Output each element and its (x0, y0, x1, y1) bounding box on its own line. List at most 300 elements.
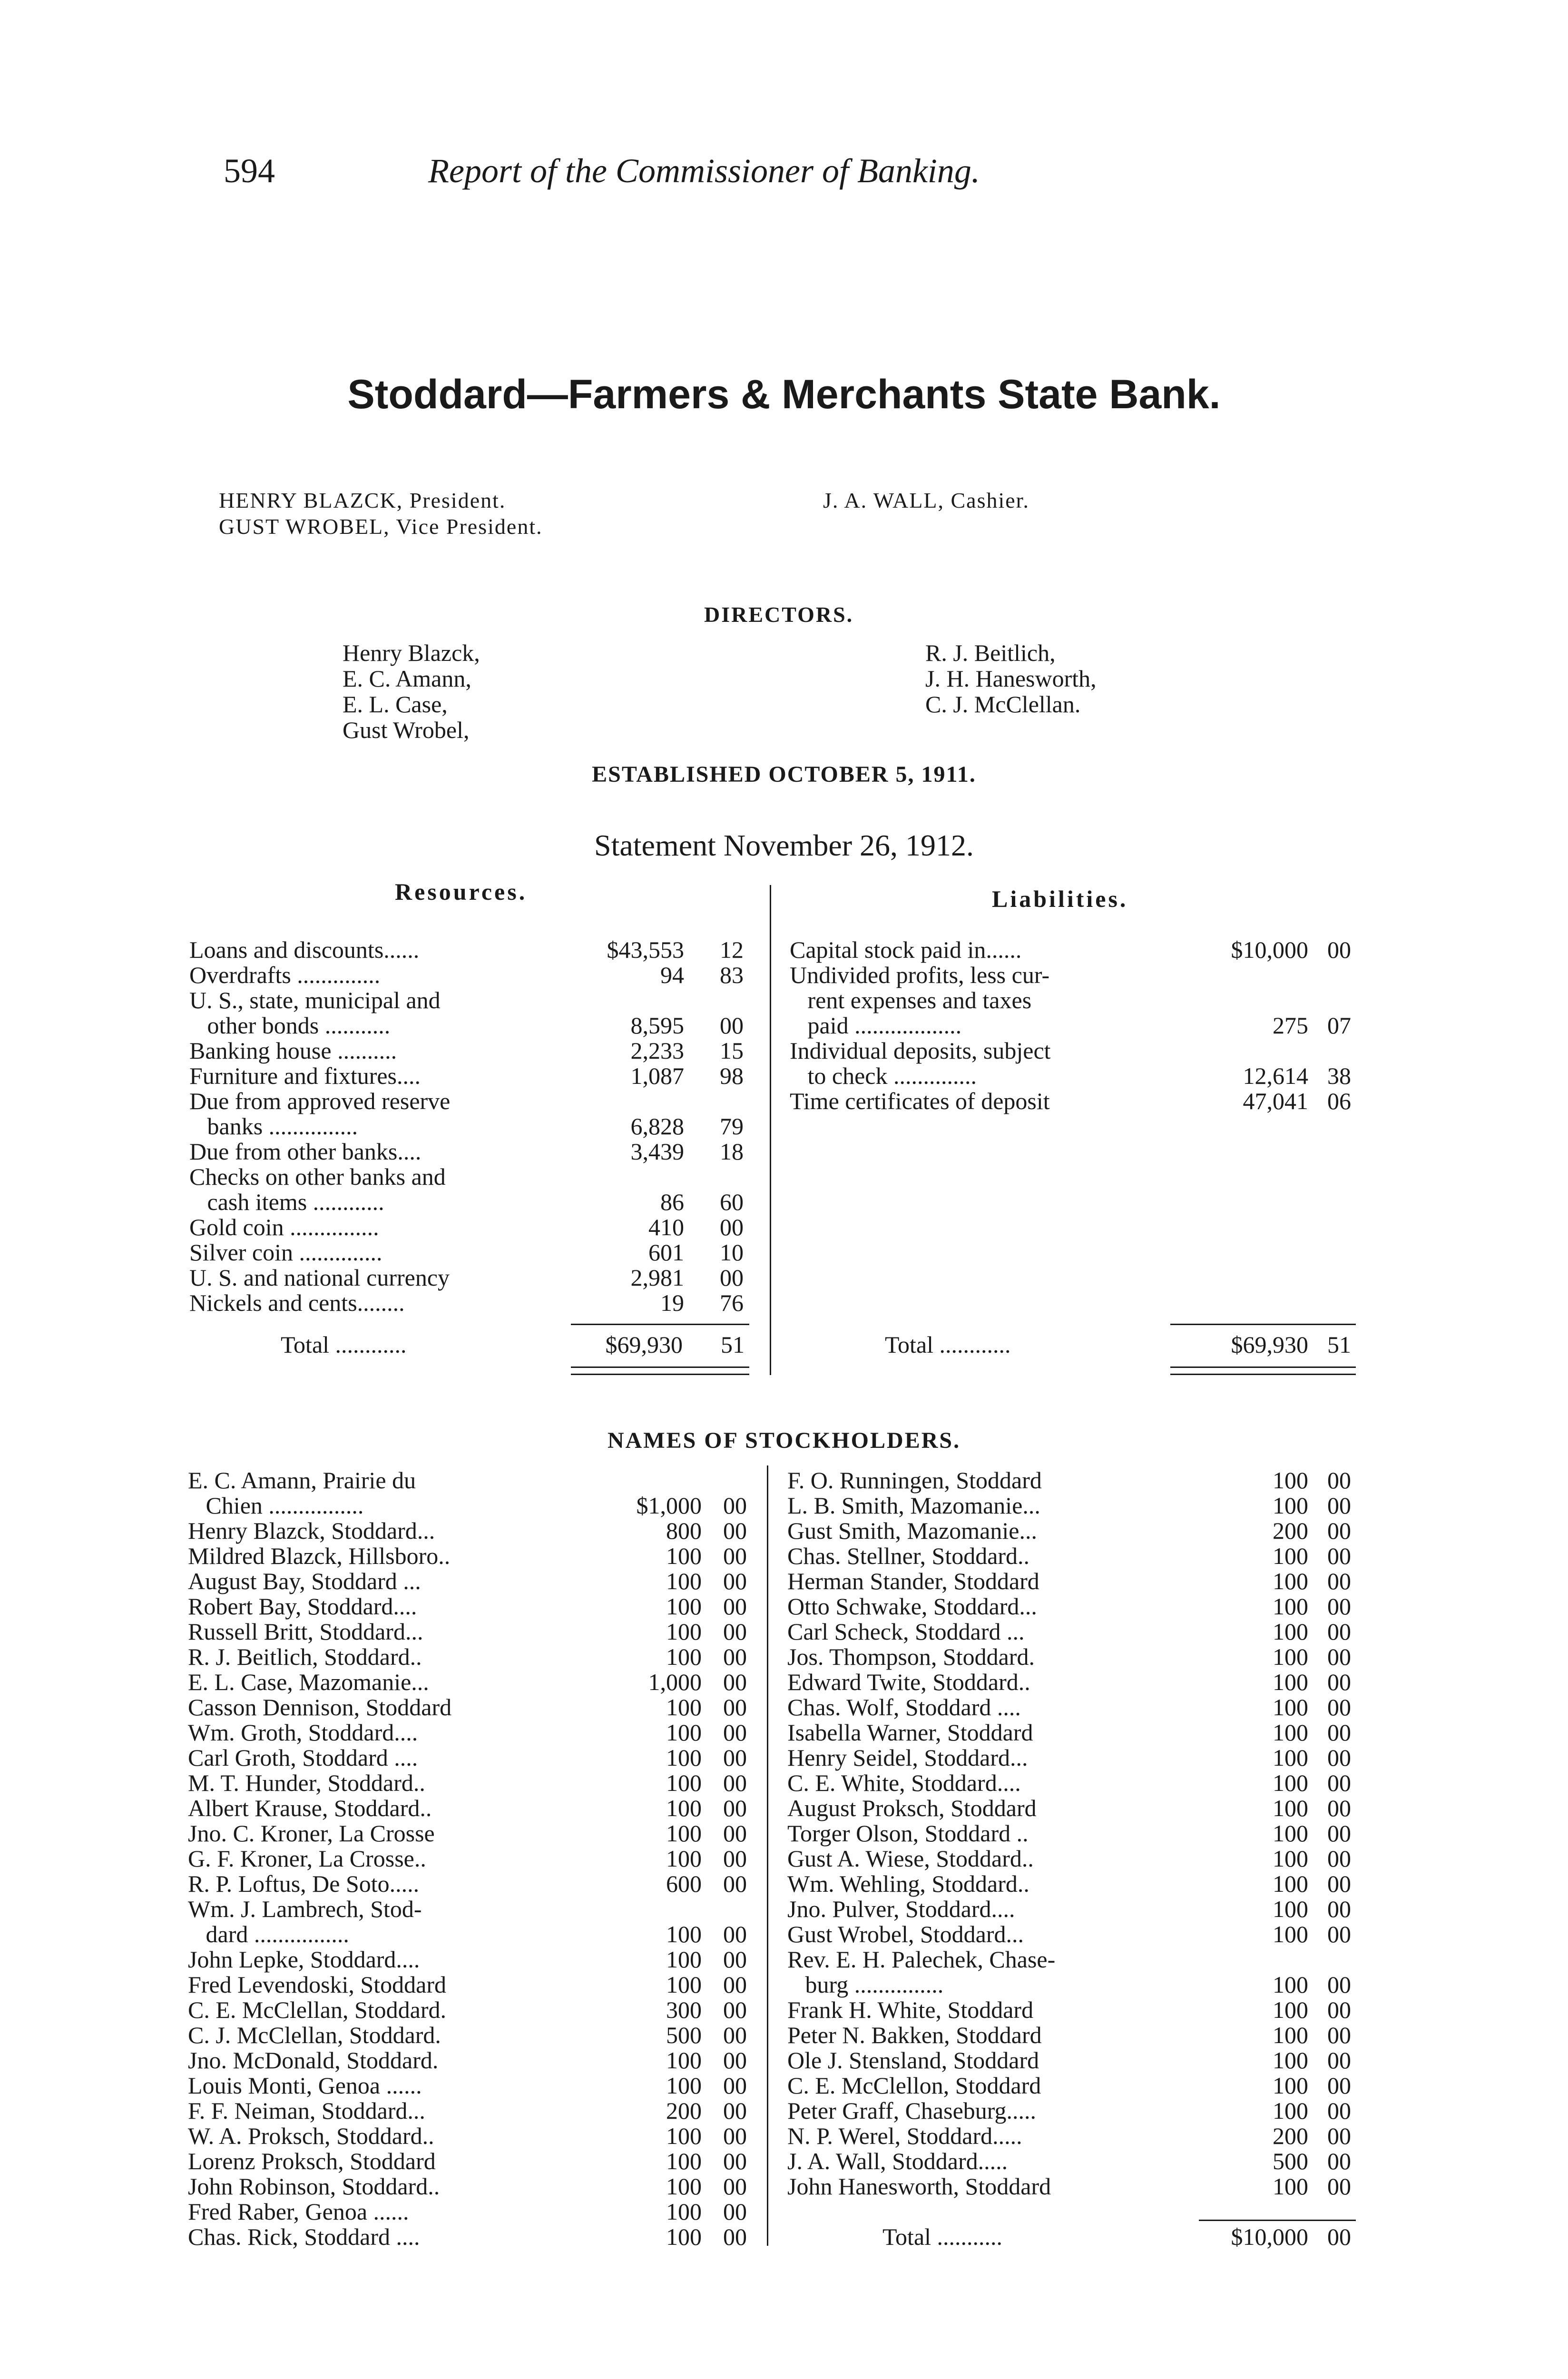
stockholder-row (787, 1821, 1372, 1846)
stockholder-row-dollars: 100 (666, 1568, 702, 1594)
stockholder-row (787, 1770, 1372, 1796)
stockholder-row-label: John Lepke, Stoddard.... (188, 1946, 420, 1973)
stockholder-row-dollars: 100 (1273, 1870, 1308, 1897)
stockholder-row-label: Casson Dennison, Stoddard (188, 1694, 452, 1720)
resources-row-cents: 18 (720, 1138, 744, 1165)
resources-row (189, 1215, 760, 1240)
resources-total-label: Total ............ (281, 1331, 407, 1358)
stockholder-row-label: Jno. McDonald, Stoddard. (188, 2047, 439, 2074)
stockholder-row (787, 1745, 1372, 1770)
stockholder-row (787, 2073, 1372, 2098)
resources-row (189, 988, 760, 1013)
established-date: ESTABLISHED OCTOBER 5, 1911. (592, 762, 976, 787)
stockholder-row (787, 1695, 1372, 1720)
stockholder-row-cents: 00 (1327, 1669, 1351, 1695)
resources-row-label: Overdrafts .............. (189, 962, 381, 988)
stockholder-row-cents: 00 (1327, 1921, 1351, 1947)
stockholder-row-label: Russell Britt, Stoddard... (188, 1618, 423, 1645)
resources-row-dollars: 601 (648, 1239, 684, 1266)
resources-row (189, 1063, 760, 1089)
stockholder-row-dollars: 100 (666, 1921, 702, 1947)
stockholder-row-label: Robert Bay, Stoddard.... (188, 1593, 417, 1620)
stockholder-row-cents: 00 (723, 1643, 747, 1670)
stockholder-row-label: J. A. Wall, Stoddard..... (787, 2148, 1008, 2174)
liabilities-row-label: Capital stock paid in...... (790, 936, 1022, 963)
stockholder-row-label: Jos. Thompson, Stoddard. (787, 1643, 1035, 1670)
stockholder-row (188, 1518, 764, 1543)
stockholder-row-dollars: 100 (1273, 1618, 1308, 1645)
liabilities-row (790, 1038, 1370, 1063)
resources-row-label: Nickels and cents........ (189, 1289, 405, 1316)
stockholder-row (188, 1997, 764, 2023)
officer-vice-president: GUST WROBEL, Vice President. (219, 514, 543, 539)
stockholder-row (188, 1796, 764, 1821)
stockholder-row-label: Carl Groth, Stoddard .... (188, 1744, 418, 1771)
stockholder-row-cents: 00 (1327, 1820, 1351, 1847)
stockholder-row-cents: 00 (723, 2097, 747, 2124)
liabilities-row (790, 1013, 1370, 1038)
stockholder-row-dollars: 200 (1273, 1517, 1308, 1544)
resources-row-dollars: 19 (660, 1289, 684, 1316)
resources-row-cents: 12 (720, 936, 744, 963)
stockholder-row-label: Fred Levendoski, Stoddard (188, 1971, 446, 1998)
stockholder-row (787, 2149, 1372, 2174)
resources-row-dollars: 3,439 (630, 1138, 684, 1165)
stockholder-row (188, 1594, 764, 1619)
stockholder-row-cents: 00 (723, 1744, 747, 1771)
stockholder-row-dollars: 100 (1273, 1593, 1308, 1620)
stockholder-row-cents: 00 (723, 1568, 747, 1594)
director-name: C. J. McClellan. (925, 691, 1081, 718)
stockholder-row-label: E. C. Amann, Prairie du (188, 1467, 416, 1494)
stockholder-row-dollars: 500 (666, 2022, 702, 2048)
resources-row-cents: 76 (720, 1289, 744, 1316)
stockholder-row-dollars: $1,000 (636, 1492, 702, 1519)
stockholder-row-label: Lorenz Proksch, Stoddard (188, 2148, 436, 2174)
stockholder-row-dollars: 100 (666, 1593, 702, 1620)
directors-right-list (925, 640, 1097, 717)
stockholder-row-dollars: 100 (1273, 1820, 1308, 1847)
statement-title: Statement November 26, 1912. (594, 828, 974, 862)
stockholders-heading: NAMES OF STOCKHOLDERS. (607, 1428, 961, 1453)
stockholder-row-cents: 00 (1327, 1896, 1351, 1922)
stockholder-row-dollars: 100 (1273, 1467, 1308, 1494)
resources-heading: Resources. (395, 878, 528, 905)
stockholder-row-label: M. T. Hunder, Stoddard.. (188, 1770, 425, 1796)
stockholder-row-label: John Robinson, Stoddard.. (188, 2173, 440, 2200)
resources-row-cents: 00 (720, 1264, 744, 1291)
resources-row (189, 1265, 760, 1290)
stockholder-row-label: Rev. E. H. Palechek, Chase- (787, 1946, 1056, 1973)
stockholder-row-label: dard ................ (188, 1921, 349, 1947)
stockholder-row-label: Ole J. Stensland, Stoddard (787, 2047, 1039, 2074)
stockholder-row-cents: 00 (723, 1669, 747, 1695)
stockholder-row-dollars: 600 (666, 1870, 702, 1897)
resources-row-label: Gold coin ............... (189, 1214, 379, 1240)
stockholder-row-cents: 00 (723, 1870, 747, 1897)
stockholder-row-label: F. O. Runningen, Stoddard (787, 1467, 1042, 1494)
liabilities-row-label: Individual deposits, subject (790, 1037, 1051, 1064)
stockholder-row-label: Frank H. White, Stoddard (787, 1996, 1034, 2023)
stockholder-row-label: Wm. Wehling, Stoddard.. (787, 1870, 1029, 1897)
stockholder-row-dollars: 100 (666, 2072, 702, 2099)
stockholder-row-label: Henry Seidel, Stoddard... (787, 1744, 1028, 1771)
stockholder-row-dollars: 100 (666, 2148, 702, 2174)
stockholder-row-cents: 00 (723, 1543, 747, 1569)
stockholder-row-dollars: 100 (1273, 1543, 1308, 1569)
liabilities-row (790, 963, 1370, 988)
liabilities-row-cents: 38 (1327, 1062, 1351, 1089)
stockholder-row-dollars: 100 (666, 1795, 702, 1821)
resources-row (189, 963, 760, 988)
stockholder-row-label: Chas. Wolf, Stoddard .... (787, 1694, 1021, 1720)
stockholder-row (188, 1493, 764, 1518)
stockholder-row-cents: 00 (1327, 1618, 1351, 1645)
stockholder-row-dollars: 100 (666, 1694, 702, 1720)
stockholder-row-label: Jno. C. Kroner, La Crosse (188, 1820, 435, 1847)
liabilities-row-dollars: 47,041 (1243, 1088, 1308, 1114)
stockholder-row-cents: 00 (1327, 1568, 1351, 1594)
stockholder-row-dollars: 100 (1273, 1921, 1308, 1947)
resources-row-cents: 00 (720, 1012, 744, 1039)
liabilities-row-dollars: $10,000 (1231, 936, 1308, 963)
stockholder-row-dollars: 100 (1273, 2097, 1308, 2124)
stockholder-row (787, 1947, 1372, 1972)
stockholder-row-dollars: 100 (1273, 1770, 1308, 1796)
resources-row-label: Banking house .......... (189, 1037, 397, 1064)
resources-row-dollars: 410 (648, 1214, 684, 1240)
resources-row (189, 1139, 760, 1164)
stockholder-row-dollars: 100 (666, 1845, 702, 1872)
liabilities-double-rule (1170, 1366, 1356, 1375)
stockholder-row (188, 2224, 764, 2250)
stockholder-row (188, 1644, 764, 1670)
stockholder-row-label: Mildred Blazck, Hillsboro.. (188, 1543, 451, 1569)
stockholder-row-cents: 00 (1327, 1770, 1351, 1796)
stockholder-row-dollars: 100 (1273, 1694, 1308, 1720)
stockholder-row-cents: 00 (723, 2072, 747, 2099)
resources-row-cents: 10 (720, 1239, 744, 1266)
stockholder-row-cents: 00 (723, 1795, 747, 1821)
stockholder-row-cents: 00 (1327, 1593, 1351, 1620)
stockholder-row-cents: 00 (1327, 1744, 1351, 1771)
stockholder-row-label: C. E. McClellon, Stoddard (787, 2072, 1041, 2099)
stockholder-row-label: L. B. Smith, Mazomanie... (787, 1492, 1040, 1519)
stockholder-row-cents: 00 (1327, 2173, 1351, 2200)
stockholder-row-dollars: 100 (666, 1971, 702, 1998)
resources-row (189, 1089, 760, 1114)
stockholder-row (787, 2098, 1372, 2123)
stockholder-row-label: John Hanesworth, Stoddard (787, 2173, 1051, 2200)
liabilities-row-dollars: 275 (1273, 1012, 1308, 1039)
stockholder-row-label: Isabella Warner, Stoddard (787, 1719, 1033, 1746)
stockholder-row (188, 2073, 764, 2098)
stockholder-row-cents: 00 (1327, 1845, 1351, 1872)
stockholder-row-cents: 00 (723, 1492, 747, 1519)
resources-row-dollars: 6,828 (630, 1113, 684, 1140)
stockholder-row-dollars: 100 (666, 1719, 702, 1746)
stockholder-row-label: R. P. Loftus, De Soto..... (188, 1870, 420, 1897)
stockholder-row-dollars: 100 (1273, 1996, 1308, 2023)
resources-row-cents: 00 (720, 1214, 744, 1240)
resources-row (189, 1038, 760, 1063)
director-name: R. J. Beitlich, (925, 639, 1056, 666)
stockholder-row (188, 1922, 764, 1947)
stockholder-row-label: Edward Twite, Stoddard.. (787, 1669, 1030, 1695)
resources-total-rule (571, 1324, 749, 1325)
stockholder-row-label: Gust A. Wiese, Stoddard.. (787, 1845, 1034, 1872)
stockholders-total-dollars: $10,000 (1231, 2223, 1308, 2250)
liabilities-row-label: Undivided profits, less cur- (790, 962, 1050, 988)
resources-row-cents: 83 (720, 962, 744, 988)
stockholder-row-label: E. L. Case, Mazomanie... (188, 1669, 429, 1695)
stockholder-row-dollars: 1,000 (648, 1669, 702, 1695)
stockholder-row (188, 1947, 764, 1972)
stockholder-row-dollars: 100 (666, 1618, 702, 1645)
director-name: Henry Blazck, (343, 639, 480, 666)
stockholder-row-cents: 00 (723, 2047, 747, 2074)
stockholder-row-label: Jno. Pulver, Stoddard.... (787, 1896, 1015, 1922)
liabilities-total-cents: 51 (1327, 1331, 1351, 1358)
stockholder-row-cents: 00 (723, 1996, 747, 2023)
stockholder-row-cents: 00 (723, 1845, 747, 1872)
resources-row-label: banks ............... (189, 1113, 358, 1140)
director-name: E. L. Case, (343, 691, 448, 718)
stockholder-row-label: burg ............... (787, 1971, 944, 1998)
stockholder-row (787, 1493, 1372, 1518)
liabilities-row-cents: 06 (1327, 1088, 1351, 1114)
resources-row (189, 937, 760, 963)
stockholder-row-dollars: 100 (666, 1744, 702, 1771)
liabilities-row (790, 937, 1370, 963)
stockholder-row-dollars: 100 (1273, 1643, 1308, 1670)
stockholder-row-cents: 00 (1327, 1467, 1351, 1494)
stockholder-row-label: R. J. Beitlich, Stoddard.. (188, 1643, 422, 1670)
stockholder-row (188, 1670, 764, 1695)
liabilities-total-dollars: $69,930 (1231, 1331, 1308, 1358)
stockholder-row (787, 1619, 1372, 1644)
stockholder-row-cents: 00 (723, 1618, 747, 1645)
stockholder-row-label: Albert Krause, Stoddard.. (188, 1795, 432, 1821)
stockholder-row-dollars: 200 (1273, 2123, 1308, 2149)
stockholder-row-dollars: 500 (1273, 2148, 1308, 2174)
stockholder-row (188, 1821, 764, 1846)
stockholder-row-cents: 00 (723, 1820, 747, 1847)
stockholders-column-divider (767, 1465, 768, 2246)
stockholder-row-label: Wm. J. Lambrech, Stod- (188, 1896, 422, 1922)
resources-row (189, 1013, 760, 1038)
officer-cashier: J. A. WALL, Cashier. (823, 488, 1029, 512)
stockholder-row-label: W. A. Proksch, Stoddard.. (188, 2123, 434, 2149)
stockholder-row (188, 1770, 764, 1796)
stockholder-row-cents: 00 (1327, 1543, 1351, 1569)
resources-row-dollars: 2,981 (630, 1264, 684, 1291)
stockholder-row (787, 2048, 1372, 2073)
directors-heading: DIRECTORS. (704, 602, 854, 627)
stockholder-row-cents: 00 (1327, 1795, 1351, 1821)
stockholder-row-cents: 00 (723, 2223, 747, 2250)
resources-table (189, 937, 760, 1316)
resources-double-rule (571, 1366, 749, 1375)
stockholder-row (787, 1922, 1372, 1947)
stockholder-row-cents: 00 (723, 2022, 747, 2048)
stockholder-row-cents: 00 (723, 1593, 747, 1620)
stockholder-row-label: C. E. McClellan, Stoddard. (188, 1996, 446, 2023)
director-name: J. H. Hanesworth, (925, 665, 1097, 692)
stockholder-row-cents: 00 (723, 1770, 747, 1796)
stockholder-row-cents: 00 (723, 2148, 747, 2174)
stockholder-row-cents: 00 (1327, 2047, 1351, 2074)
stockholder-row-label: Chas. Rick, Stoddard .... (188, 2223, 420, 2250)
stockholder-row-cents: 00 (1327, 1996, 1351, 2023)
stockholder-row-dollars: 100 (666, 1770, 702, 1796)
officer-president: HENRY BLAZCK, President. (219, 488, 506, 512)
liabilities-row-label: to check .............. (790, 1062, 977, 1089)
resources-row-dollars: 8,595 (630, 1012, 684, 1039)
stockholder-row-label: G. F. Kroner, La Crosse.. (188, 1845, 426, 1872)
stockholder-row (787, 1569, 1372, 1594)
stockholder-row (188, 1897, 764, 1922)
stockholder-row (787, 1796, 1372, 1821)
stockholder-row (787, 2123, 1372, 2149)
stockholder-row-label: Fred Raber, Genoa ...... (188, 2198, 409, 2225)
stockholder-row-cents: 00 (1327, 2072, 1351, 2099)
stockholder-row-label: Peter N. Bakken, Stoddard (787, 2022, 1042, 2048)
stockholder-row-cents: 00 (723, 1719, 747, 1746)
resources-row-label: Due from other banks.... (189, 1138, 421, 1165)
stockholder-row (787, 1846, 1372, 1871)
stockholder-row-dollars: 100 (1273, 1845, 1308, 1872)
stockholder-row-dollars: 100 (1273, 1719, 1308, 1746)
stockholder-row (188, 1569, 764, 1594)
stockholder-row (787, 1871, 1372, 1897)
stockholder-row (188, 1745, 764, 1770)
stockholder-row-dollars: 800 (666, 1517, 702, 1544)
liabilities-total-rule (1170, 1324, 1356, 1325)
resources-row-cents: 15 (720, 1037, 744, 1064)
liabilities-row-cents: 07 (1327, 1012, 1351, 1039)
stockholder-row-cents: 00 (1327, 1971, 1351, 1998)
resources-row-dollars: 2,233 (630, 1037, 684, 1064)
stockholder-row-cents: 00 (1327, 2022, 1351, 2048)
stockholder-row-cents: 00 (1327, 1694, 1351, 1720)
statement-column-divider (770, 885, 771, 1375)
stockholder-row-cents: 00 (1327, 1870, 1351, 1897)
stockholder-row-cents: 00 (723, 2173, 747, 2200)
stockholder-row (188, 1695, 764, 1720)
director-name: E. C. Amann, (343, 665, 471, 692)
stockholder-row (188, 2098, 764, 2123)
stockholder-row-dollars: 100 (666, 2198, 702, 2225)
page-number: 594 (224, 152, 275, 190)
stockholder-row (188, 1871, 764, 1897)
liabilities-table (790, 937, 1370, 1114)
stockholders-left-table (188, 1468, 764, 2250)
stockholder-row (188, 1846, 764, 1871)
stockholder-row-cents: 00 (1327, 1643, 1351, 1670)
stockholder-row-dollars: 100 (1273, 1795, 1308, 1821)
resources-row (189, 1290, 760, 1316)
stockholder-row (787, 2174, 1372, 2199)
stockholder-row (787, 1897, 1372, 1922)
stockholder-row-label: N. P. Werel, Stoddard..... (787, 2123, 1022, 2149)
stockholder-row (787, 1594, 1372, 1619)
resources-row-cents: 60 (720, 1189, 744, 1215)
resources-row-label: cash items ............ (189, 1189, 384, 1215)
resources-row-cents: 98 (720, 1062, 744, 1089)
stockholders-right-table (787, 1468, 1372, 2199)
stockholder-row-label: Gust Wrobel, Stoddard... (787, 1921, 1024, 1947)
liabilities-row (790, 1089, 1370, 1114)
resources-row-label: Due from approved reserve (189, 1088, 451, 1114)
stockholder-row (188, 2199, 764, 2224)
stockholder-row-label: August Bay, Stoddard ... (188, 1568, 421, 1594)
stockholder-row (188, 2048, 764, 2073)
stockholder-row (188, 2149, 764, 2174)
stockholder-row (188, 2123, 764, 2149)
resources-row-dollars: 86 (660, 1189, 684, 1215)
resources-row-label: other bonds ........... (189, 1012, 391, 1039)
stockholder-row-label: Gust Smith, Mazomanie... (787, 1517, 1037, 1544)
stockholder-row-label: Herman Stander, Stoddard (787, 1568, 1039, 1594)
resources-row (189, 1190, 760, 1215)
resources-row-label: U. S. and national currency (189, 1264, 450, 1291)
stockholder-row-label: F. F. Neiman, Stoddard... (188, 2097, 425, 2124)
stockholder-row-cents: 00 (1327, 2123, 1351, 2149)
stockholder-row-cents: 00 (723, 1694, 747, 1720)
stockholder-row-label: Chas. Stellner, Stoddard.. (787, 1543, 1030, 1569)
resources-row-dollars: $43,553 (607, 936, 684, 963)
stockholder-row-dollars: 100 (666, 2173, 702, 2200)
directors-left-list (343, 640, 480, 743)
stockholder-row-cents: 00 (1327, 2148, 1351, 2174)
running-title: Report of the Commissioner of Banking. (428, 152, 980, 190)
stockholder-row-dollars: 100 (1273, 1568, 1308, 1594)
director-name: Gust Wrobel, (343, 717, 470, 743)
stockholder-row-label: Louis Monti, Genoa ...... (188, 2072, 422, 2099)
liabilities-row-dollars: 12,614 (1243, 1062, 1308, 1089)
stockholder-row-label: C. J. McClellan, Stoddard. (188, 2022, 441, 2048)
stockholder-row-label: Chien ................ (188, 1492, 364, 1519)
resources-total-cents: 51 (721, 1331, 745, 1358)
stockholder-row-dollars: 300 (666, 1996, 702, 2023)
liabilities-row (790, 988, 1370, 1013)
resources-total-dollars: $69,930 (605, 1331, 683, 1358)
liabilities-row-label: paid .................. (790, 1012, 962, 1039)
stockholder-row-label: Wm. Groth, Stoddard.... (188, 1719, 418, 1746)
stockholder-row-dollars: 100 (666, 2223, 702, 2250)
resources-row-label: U. S., state, municipal and (189, 987, 441, 1013)
stockholder-row-cents: 00 (723, 2198, 747, 2225)
resources-row-label: Checks on other banks and (189, 1163, 446, 1190)
stockholder-row-dollars: 100 (666, 1820, 702, 1847)
resources-row (189, 1240, 760, 1265)
stockholder-row-dollars: 100 (666, 2047, 702, 2074)
stockholder-row (188, 2023, 764, 2048)
stockholder-row (787, 1972, 1372, 1997)
liabilities-row-cents: 00 (1327, 936, 1351, 963)
stockholder-row-dollars: 100 (1273, 2173, 1308, 2200)
stockholder-row-label: C. E. White, Stoddard.... (787, 1770, 1021, 1796)
stockholder-row-cents: 00 (1327, 1492, 1351, 1519)
resources-row-label: Loans and discounts...... (189, 936, 420, 963)
liabilities-heading: Liabilities. (992, 885, 1128, 912)
stockholder-row (787, 1670, 1372, 1695)
stockholder-row (787, 2023, 1372, 2048)
resources-row-dollars: 94 (660, 962, 684, 988)
stockholder-row-dollars: 100 (1273, 1896, 1308, 1922)
stockholder-row-dollars: 100 (1273, 1492, 1308, 1519)
